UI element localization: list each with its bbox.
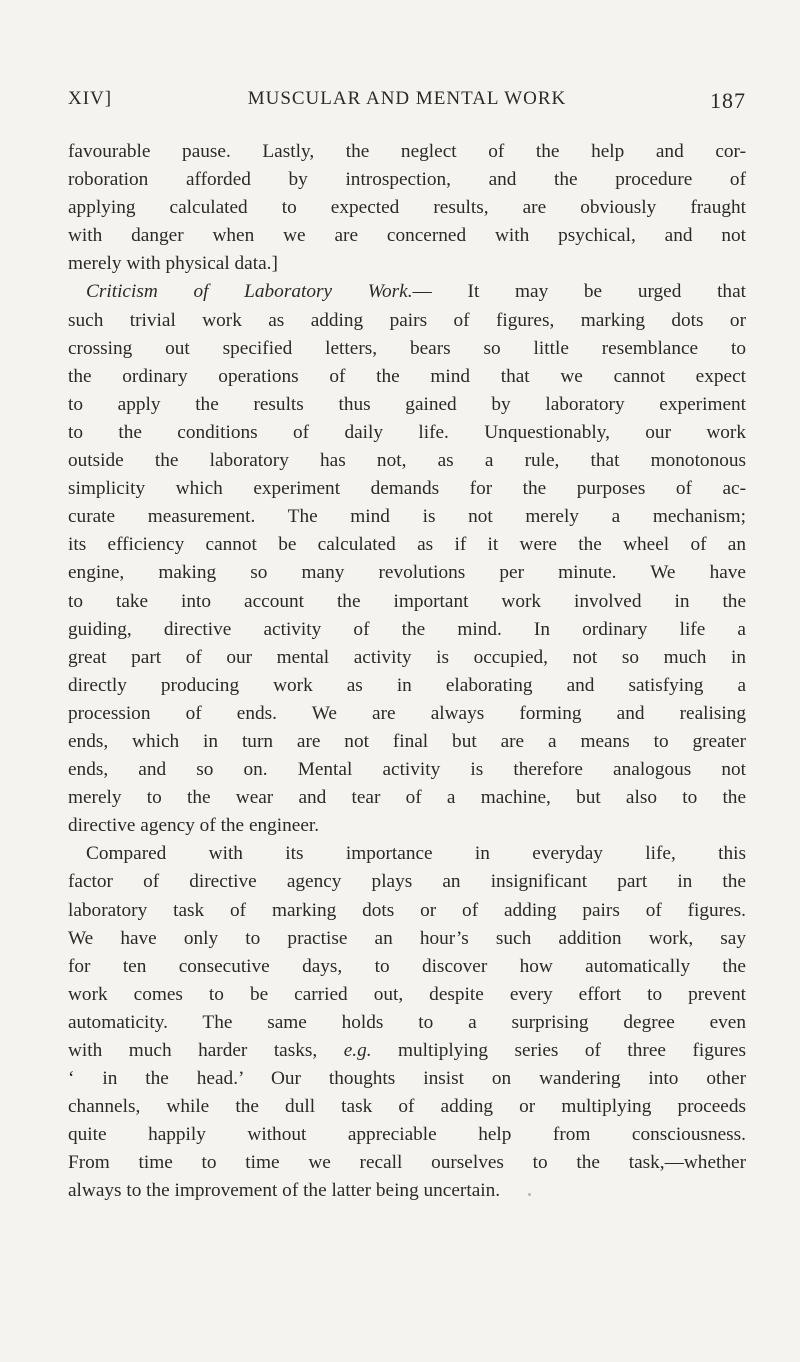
text-line: simplicity which experiment demands for the purposes of ac- [68,478,746,500]
text-line: From time to time we recall ourselves to the task,—whether [68,1152,746,1174]
paper-speck [528,1193,531,1196]
text-line: its efficiency cannot be calculated as if it were the wheel of an [68,534,746,556]
text-line: procession of ends. We are always forming and realising [68,702,746,724]
text-line: ends, which in turn are not final but are a means to greater [68,730,746,752]
text-line: work comes to be carried out, despite every effort to prevent [68,983,746,1005]
text-line: channels, while the dull task of adding or multiplying proceeds [68,1096,746,1118]
text-line: to apply the results thus gained by laboratory experiment [68,393,746,415]
text-line: quite happily without appreciable help from consciousness. [68,1124,746,1146]
text-line: merely to the wear and tear of a machine, but also to the [68,787,746,809]
text-line: outside the laboratory has not, as a rule, that monotonous [68,450,746,472]
text-line: laboratory task of marking dots or of adding pairs of figures. [68,899,746,921]
page-number: 187 [710,88,746,113]
text-line: ends, and so on. Mental activity is therefore analogous not [68,759,746,781]
text-line: such trivial work as adding pairs of figures, marking dots or [68,309,746,331]
section-heading-line: Criticism of Laboratory Work.— It may be urged that [86,281,746,303]
text-line: roboration afforded by introspection, and the procedure of [68,169,746,191]
abbreviation-eg: e.g. [343,1040,372,1061]
text-line: curate measurement. The mind is not merely a mechanism; [68,506,746,528]
section-heading: Criticism of Laboratory Work. [86,281,413,303]
text-line: applying calculated to expected results, are obviously fraught [68,197,746,219]
text-line: for ten consecutive days, to discover how automatically the [68,955,746,977]
text-line: directive agency of the engineer. [68,815,320,837]
text-line: Compared with its importance in everyday life, this [86,843,746,865]
running-title: MUSCULAR AND MENTAL WORK [247,88,567,109]
text-line: to the conditions of daily life. Unquestionably, our work [68,421,746,443]
text-line: favourable pause. Lastly, the neglect of the help and cor- [68,141,746,162]
text-line: engine, making so many revolutions per minute. We have [68,562,746,584]
chapter-number: XIV] [68,88,113,109]
text-line: always to the improvement of the latter being uncertain. [68,1180,501,1202]
body-text [68,138,746,1206]
text-line: automaticity. The same holds to a surprising degree even [68,1011,746,1033]
text-line: the ordinary operations of the mind that we cannot expect [68,365,746,387]
text-line: We have only to practise an hour’s such addition work, say [68,927,746,949]
text-line: great part of our mental activity is occupied, not so much in [68,646,746,668]
running-head [68,88,746,116]
text-line: directly producing work as in elaborating and satisfying a [68,674,746,696]
text-line: merely with physical data.] [68,253,278,275]
text-line: with danger when we are concerned with psychical, and not [68,225,746,247]
text-line: guiding, directive activity of the mind. In ordinary life a [68,618,746,640]
text-line: factor of directive agency plays an insignificant part in the [68,871,746,893]
text-line: ‘ in the head.’ Our thoughts insist on wandering into other [68,1068,746,1090]
text-line: with much harder tasks, e.g. multiplying series of three figures [68,1040,746,1061]
text-line: crossing out specified letters, bears so little resemblance to [68,337,746,359]
text-line: to take into account the important work involved in the [68,590,746,612]
